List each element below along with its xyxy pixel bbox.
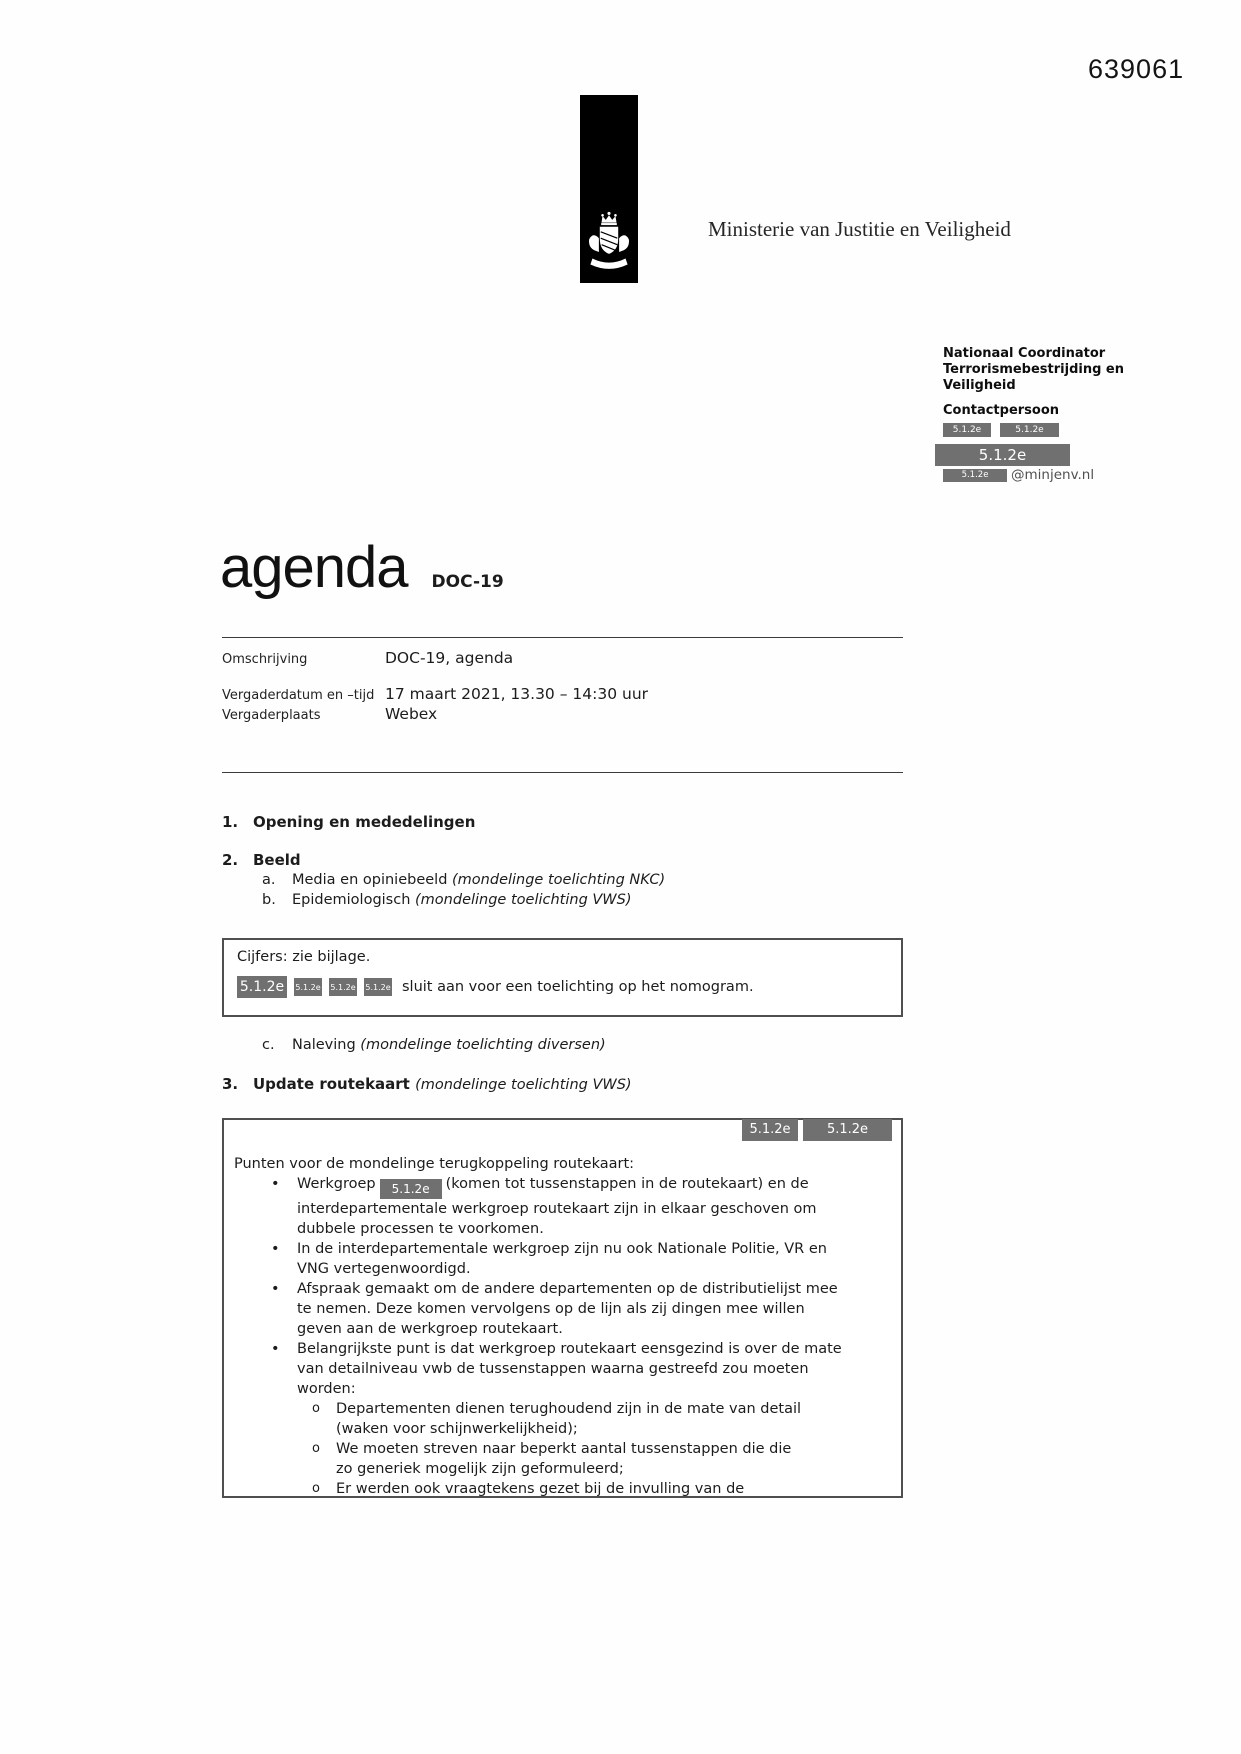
sub-bullet-icon: o (312, 1440, 320, 1456)
agenda-item-3 (222, 1074, 903, 1096)
agenda-body (222, 812, 903, 1498)
box-header-redactions (742, 1119, 892, 1141)
item-title: Beeld (253, 851, 301, 869)
meta-label: Vergaderdatum en –tijd (222, 688, 375, 703)
bullet-item (268, 1174, 891, 1239)
bullet-item (268, 1279, 891, 1339)
sub-bullet-text: Er werden ook vraagtekens gezet bij de invulling van de (336, 1480, 745, 1497)
sub-bullet-text: Departementen dienen terughoudend zijn in de mate van detail (waken voor schijnwerkelijkheid); (336, 1400, 802, 1437)
agenda-subitem-c (262, 1036, 903, 1056)
contact-redactions (943, 423, 1215, 437)
sub-bullet-icon: o (312, 1480, 320, 1496)
redaction-box: 5.1.2e (943, 423, 991, 437)
bullet-icon: • (271, 1280, 280, 1297)
item-number: 3. (222, 1074, 239, 1093)
meta-value: 17 maart 2021, 13.30 – 14:30 uur (385, 685, 649, 703)
meta-value: DOC-19, agenda (385, 649, 514, 667)
item-title: Opening en mededelingen (253, 813, 476, 831)
contact-label: Contactpersoon (943, 403, 1060, 418)
box-intro: Punten voor de mondelinge terugkoppeling routekaart: (234, 1155, 635, 1172)
contact-email-row (943, 467, 1215, 483)
rijksoverheid-banner (580, 95, 638, 283)
sender-org-line: Veiligheid (943, 378, 1016, 393)
item-number: 1. (222, 813, 239, 831)
bullet-text: Afspraak gemaakt om de andere departementen op de distributielijst mee te nemen. Deze komen vervolgens op de lijn als zij dingen mee willen geven aan de werkgroep routekaart. (297, 1280, 838, 1337)
meta-table (222, 649, 903, 723)
bullet-icon: • (271, 1240, 280, 1257)
subitem-text: Epidemiologisch (mondelinge toelichting VWS) (292, 891, 632, 908)
page-title: agenda (220, 535, 408, 600)
subitem-letter: a. (262, 872, 276, 888)
redaction-box: 5.1.2e (1000, 423, 1059, 437)
redaction-box: 5.1.2e (294, 978, 322, 996)
meta-label: Omschrijving (222, 652, 308, 667)
divider (222, 637, 903, 638)
item-note: (mondelinge toelichting VWS) (415, 1076, 632, 1093)
subitem-note: (mondelinge toelichting NKC) (452, 872, 666, 888)
meta-label: Vergaderplaats (222, 708, 321, 723)
sub-bullet-text: We moeten streven naar beperkt aantal tussenstappen die die zo generiek mogelijk zijn geformuleerd; (336, 1440, 792, 1477)
meta-row (222, 685, 903, 703)
bullet-text: In de interdepartementale werkgroep zijn nu ook Nationale Politie, VR en VNG vertegenwoordigd. (297, 1240, 827, 1277)
redaction-box: 5.1.2e (742, 1119, 798, 1141)
agenda-subitem-b (262, 891, 903, 911)
bullet-text: Werkgroep 5.1.2e (komen tot tussenstappen in de routekaart) en de interdepartementale werkgroep routekaart zijn in elkaar geschoven om dubbele processen te voorkomen. (297, 1175, 817, 1237)
note-box-cijfers (222, 938, 903, 1017)
subitem-note: (mondelinge toelichting VWS) (415, 891, 632, 908)
agenda-subitem-a (262, 871, 903, 891)
agenda-item-1 (222, 812, 903, 833)
box-line: sluit aan voor een toelichting op het nomogram. (402, 978, 754, 995)
subitem-text: Media en opiniebeeld (mondelinge toelichting NKC) (292, 872, 666, 888)
subitem-note: (mondelinge toelichting diversen) (360, 1037, 606, 1053)
sender-org-line: Nationaal Coordinator (943, 346, 1106, 361)
sub-bullet-item (312, 1479, 891, 1499)
sender-org-line: Terrorismebestrijding en (943, 362, 1124, 377)
document-title-row (220, 534, 504, 601)
bullet-text: Belangrijkste punt is dat werkgroep routekaart eensgezind is over de mate van detailniveau vwb de tussenstappen waarna gestreefd zou moeten worden: (297, 1340, 842, 1397)
scan-number: 639061 (1088, 54, 1185, 84)
meta-row (222, 705, 903, 723)
bullet-item (268, 1239, 891, 1279)
sub-bullet-icon: o (312, 1400, 320, 1416)
bullet-item (268, 1339, 891, 1399)
meta-value: Webex (385, 705, 438, 723)
bullet-icon: • (271, 1340, 280, 1357)
redaction-box: 5.1.2e (803, 1119, 892, 1141)
subitem-letter: b. (262, 891, 276, 908)
redacted-line (237, 976, 888, 998)
sub-bullet-item (312, 1439, 891, 1479)
subitem-letter: c. (262, 1037, 275, 1053)
subitem-text: Naleving (mondelinge toelichting diversen) (292, 1037, 606, 1053)
coat-of-arms-icon (586, 209, 632, 273)
meta-row (222, 649, 903, 667)
agenda-item-2 (222, 850, 903, 871)
redaction-box: 5.1.2e (364, 978, 392, 996)
ministry-name: Ministerie van Justitie en Veiligheid (708, 217, 1011, 241)
divider (222, 772, 903, 773)
redaction-box: 5.1.2e (329, 978, 357, 996)
sub-bullet-item (312, 1399, 891, 1439)
doc-reference: DOC-19 (431, 572, 504, 592)
redaction-box: 5.1.2e (237, 976, 287, 998)
redaction-box: 5.1.2e (943, 469, 1007, 482)
contact-block (935, 346, 1215, 483)
bullet-icon: • (271, 1175, 280, 1192)
redaction-box: 5.1.2e (380, 1179, 442, 1199)
item-title: Update routekaart (mondelinge toelichting VWS) (253, 1074, 632, 1093)
box-line: Cijfers: zie bijlage. (237, 949, 371, 965)
item-number: 2. (222, 851, 239, 869)
redaction-box: 5.1.2e (935, 444, 1070, 466)
note-box-routekaart (222, 1118, 903, 1498)
email-domain: @minjenv.nl (1011, 467, 1095, 483)
